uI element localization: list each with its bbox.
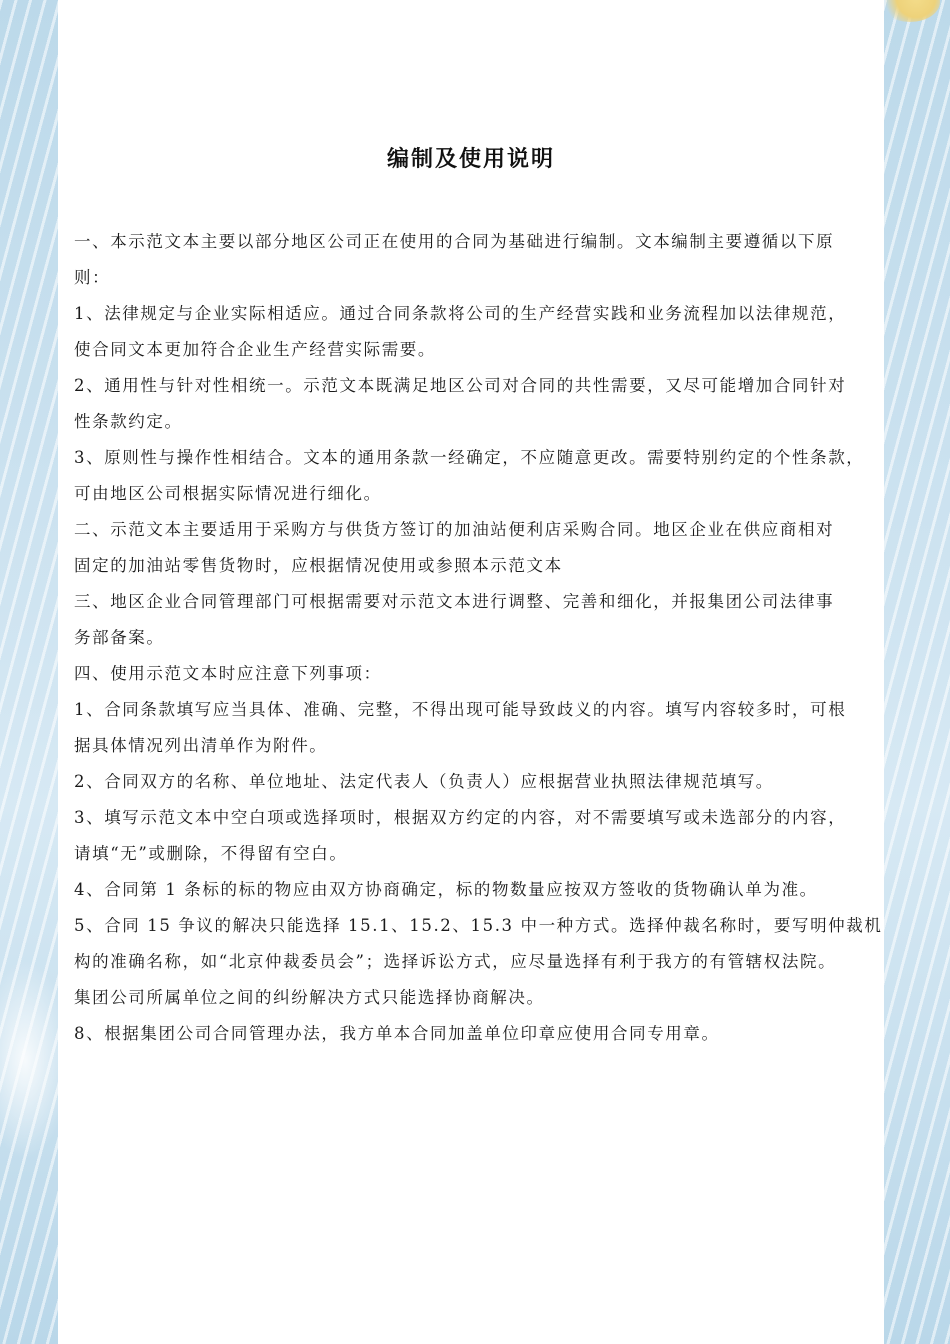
text-line: 可由地区公司根据实际情况进行细化。 (74, 484, 382, 503)
text-line: 三、地区企业合同管理部门可根据需要对示范文本进行调整、完善和细化，并报集团公司法律事 (74, 592, 835, 611)
text-line: 性条款约定。 (74, 412, 183, 431)
text-line: 请填“无”或删除，不得留有空白。 (74, 844, 348, 863)
document-body (74, 224, 883, 1052)
text-line: 务部备案。 (74, 628, 165, 647)
text-line: 1、法律规定与企业实际相适应。通过合同条款将公司的生产经营实践和业务流程加以法律规范， (74, 304, 847, 323)
text-line: 集团公司所属单位之间的纠纷解决方式只能选择协商解决。 (74, 988, 545, 1007)
text-line: 四、使用示范文本时应注意下列事项： (74, 664, 382, 683)
text-line: 3、原则性与操作性相结合。文本的通用条款一经确定，不应随意更改。需要特别约定的个性条款， (74, 448, 865, 467)
text-line: 8、根据集团公司合同管理办法，我方单本合同加盖单位印章应使用合同专用章。 (74, 1024, 720, 1043)
text-line: 固定的加油站零售货物时，应根据情况使用或参照本示范文本 (74, 556, 563, 575)
text-line: 则： (74, 268, 111, 287)
text-line: 二、示范文本主要适用于采购方与供货方签订的加油站便利店采购合同。地区企业在供应商相对 (74, 520, 835, 539)
text-line: 构的准确名称，如“北京仲裁委员会”；选择诉讼方式，应尽量选择有利于我方的有管辖权法院。 (74, 952, 837, 971)
text-line: 3、填写示范文本中空白项或选择项时，根据双方约定的内容，对不需要填写或未选部分的内容， (74, 808, 847, 827)
text-line: 2、通用性与针对性相统一。示范文本既满足地区公司对合同的共性需要，又尽可能增加合同针对 (74, 376, 847, 395)
background-right-strip (884, 0, 950, 1344)
text-line: 一、本示范文本主要以部分地区公司正在使用的合同为基础进行编制。文本编制主要遵循以下原 (74, 232, 835, 251)
text-line: 4、合同第 1 条标的标的物应由双方协商确定，标的物数量应按双方签收的货物确认单为准。 (74, 880, 818, 899)
text-line: 据具体情况列出清单作为附件。 (74, 736, 328, 755)
document-page (58, 0, 884, 1344)
text-line: 2、合同双方的名称、单位地址、法定代表人（负责人）应根据营业执照法律规范填写。 (74, 772, 774, 791)
text-line: 5、合同 15 争议的解决只能选择 15.1、15.2、15.3 中一种方式。选择仲裁名称时，要写明仲裁机 (74, 916, 883, 935)
text-line: 1、合同条款填写应当具体、准确、完整，不得出现可能导致歧义的内容。填写内容较多时，可根 (74, 700, 847, 719)
text-line: 使合同文本更加符合企业生产经营实际需要。 (74, 340, 436, 359)
document-title: 编制及使用说明 (386, 147, 555, 172)
